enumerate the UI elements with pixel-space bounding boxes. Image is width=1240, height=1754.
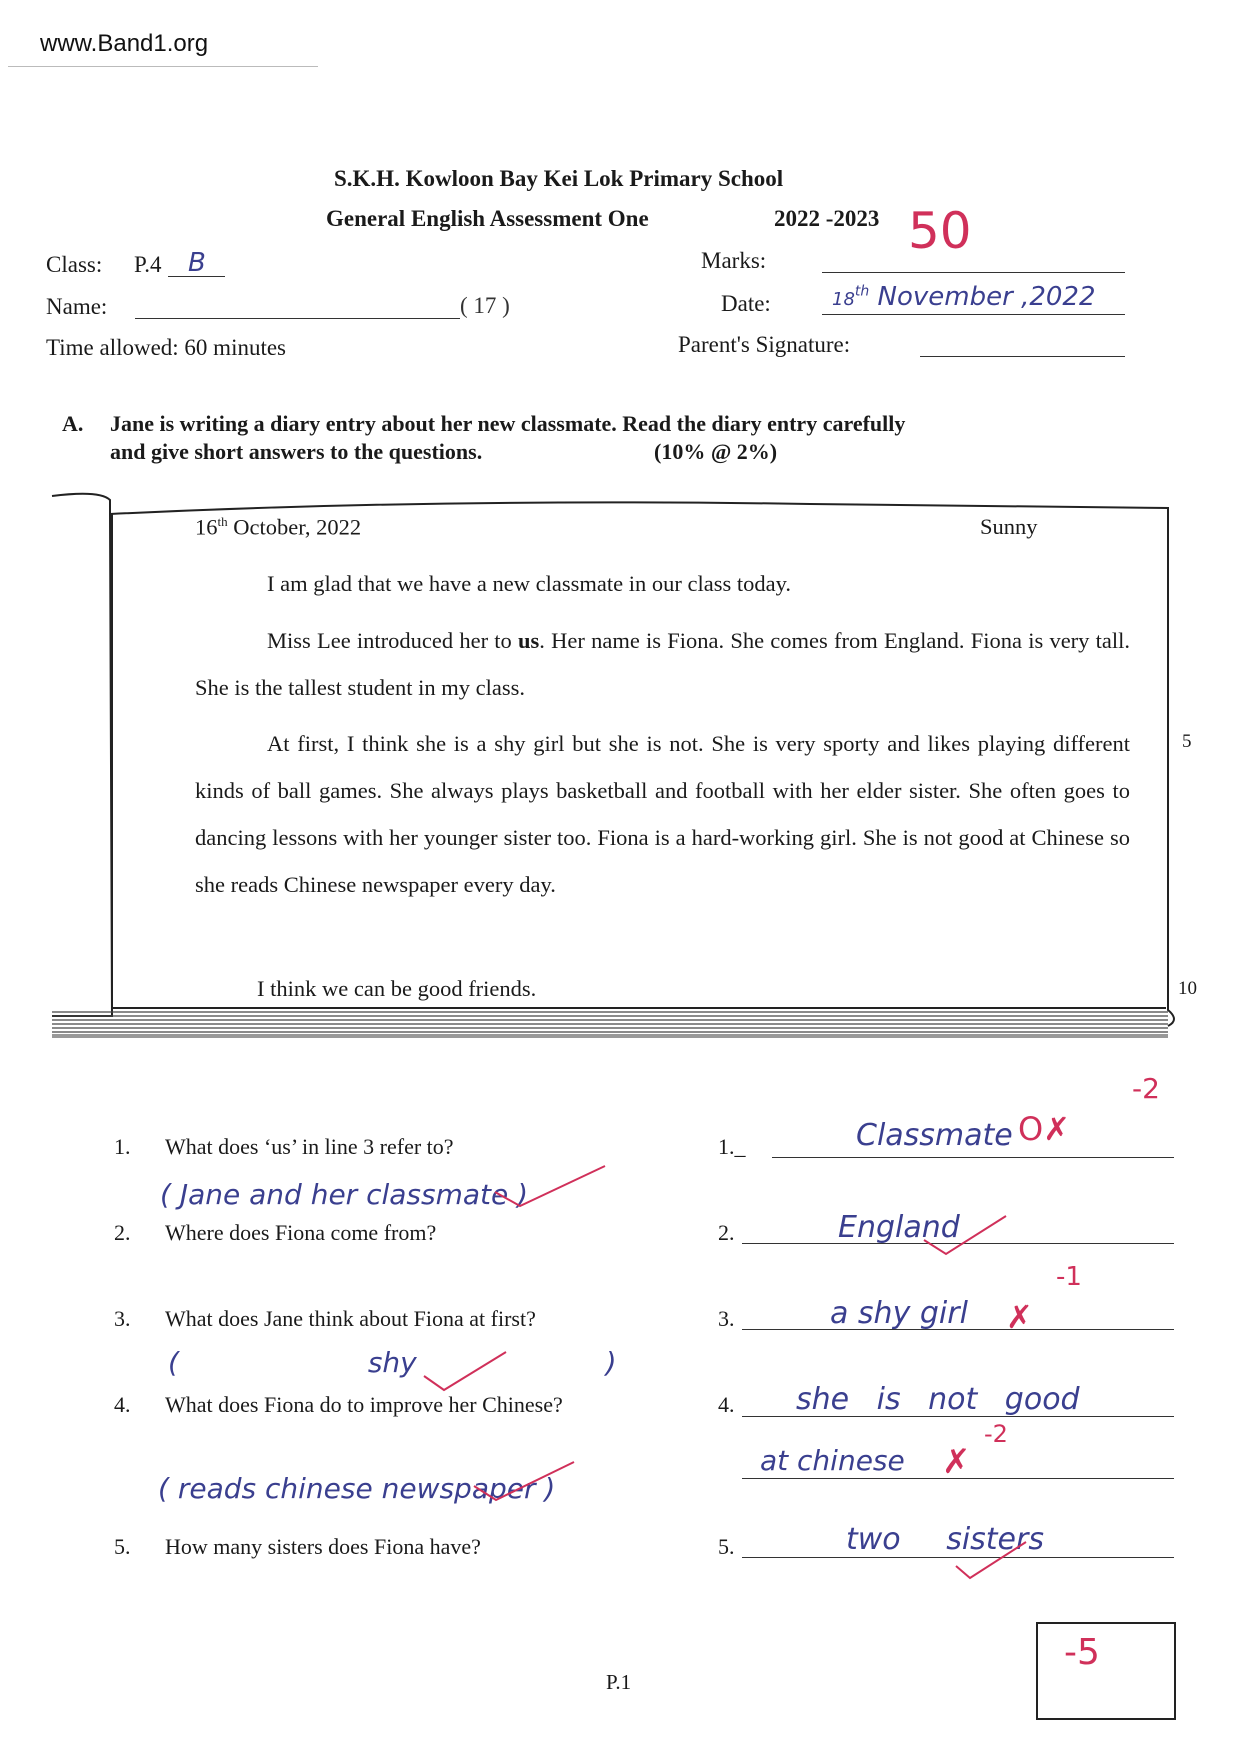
diary-date-suffix: th <box>217 514 228 529</box>
deduction-top: -2 <box>1132 1072 1160 1105</box>
marks-score: 50 <box>908 202 972 260</box>
correction-1: ( Jane and her classmate ) <box>160 1178 529 1211</box>
deduction-q3: -1 <box>1056 1262 1082 1292</box>
diary-date-day: 16 <box>195 514 218 540</box>
name-line[interactable] <box>135 318 460 319</box>
p2-after: . Her name is Fiona. She comes from England. Fiona is very tall. She is the tallest student in my class. <box>195 628 1131 700</box>
diary-date <box>195 514 361 541</box>
correction-3: ( shy ) <box>168 1346 617 1379</box>
time-allowed: Time allowed: 60 minutes <box>46 335 287 360</box>
answer-5-text[interactable]: two sisters <box>846 1522 1044 1557</box>
question-2-text: Where does Fiona come from? <box>165 1220 437 1245</box>
answer-4-number: 4. <box>718 1392 735 1417</box>
correction-4-tick <box>470 1456 580 1506</box>
line-number-10: 10 <box>1178 978 1197 999</box>
answer-1-number: 1._ <box>718 1134 746 1159</box>
diary-weather: Sunny <box>980 514 1038 539</box>
answer-3-number: 3. <box>718 1306 735 1331</box>
class-value[interactable]: B <box>188 248 206 278</box>
p2-before: Miss Lee introduced her to <box>267 628 519 653</box>
answer-3-text[interactable]: a shy girl <box>830 1296 968 1331</box>
section-instruction-1: Jane is writing a diary entry about her new classmate. Read the diary entry carefully <box>110 411 906 436</box>
assessment-year: 2022 -2023 <box>774 206 880 231</box>
marks-line <box>822 272 1125 273</box>
date-line <box>822 314 1125 315</box>
diary-paragraph-3: At first, I think she is a shy girl but she is not. She is very sporty and likes playing different kinds of ball games. She always plays basketball and football with her elder sister. She often goes to dancing lessons with her younger sister too. Fiona is a hard-working girl. She is not good at Chinese so she reads Chinese newspaper every day. <box>195 731 1130 897</box>
answer-4-mark: ✗ <box>942 1442 971 1482</box>
score-box-value: -5 <box>1064 1632 1100 1673</box>
page-number: P.1 <box>606 1670 632 1694</box>
answer-1-line[interactable] <box>772 1157 1174 1158</box>
answer-5-tick <box>952 1536 1032 1586</box>
diary-paragraph-2 <box>195 617 1130 711</box>
answer-1-mark: O✗ <box>1018 1110 1070 1148</box>
watermark-rule <box>8 66 318 67</box>
diary-paragraph-1: I am glad that we have a new classmate in our class today. <box>267 571 791 596</box>
answer-2-text[interactable]: England <box>838 1210 960 1245</box>
answer-2-tick <box>920 1210 1010 1260</box>
class-label: Class: <box>46 252 103 277</box>
p2-bold-us: us <box>518 628 540 653</box>
answer-1-text[interactable]: Classmate <box>856 1118 1013 1153</box>
question-1-text: What does ‘us’ in line 3 refer to? <box>165 1134 454 1159</box>
answer-4-text-1[interactable]: she is not good <box>796 1382 1080 1417</box>
question-5-text: How many sisters does Fiona have? <box>165 1534 481 1559</box>
correction-3-tick <box>420 1346 510 1396</box>
question-4-number: 4. <box>114 1392 131 1417</box>
line-number-5: 5 <box>1182 731 1192 752</box>
score-box <box>1036 1622 1176 1720</box>
answer-2-number: 2. <box>718 1220 735 1245</box>
signature-line[interactable] <box>920 356 1125 357</box>
question-2-number: 2. <box>114 1220 131 1245</box>
class-prefix: P.4 <box>134 252 162 277</box>
diary-paragraph-4: I think we can be good friends. <box>257 976 537 1001</box>
question-4-text: What does Fiona do to improve her Chinese? <box>165 1392 563 1417</box>
date-label: Date: <box>721 291 771 316</box>
marks-label: Marks: <box>701 248 767 273</box>
date-day: 18 <box>832 289 855 310</box>
deduction-q4: -2 <box>984 1420 1008 1448</box>
question-5-number: 5. <box>114 1534 131 1559</box>
answer-4-text-2[interactable]: at chinese <box>760 1444 905 1477</box>
correction-4: ( reads chinese newspaper ) <box>158 1472 556 1505</box>
date-value[interactable] <box>832 282 1096 312</box>
diary-date-rest: October, 2022 <box>227 514 362 540</box>
question-1-number: 1. <box>114 1134 131 1159</box>
section-letter: A. <box>62 411 84 436</box>
date-suffix: th <box>854 283 870 300</box>
signature-label: Parent's Signature: <box>678 332 851 357</box>
answer-3-mark: ✗ <box>1006 1298 1033 1336</box>
watermark-text: www.Band1.org <box>40 30 209 57</box>
date-rest: November ,2022 <box>877 282 1096 312</box>
class-number: ( 17 ) <box>460 293 510 318</box>
section-instruction-2: and give short answers to the questions. <box>110 439 483 464</box>
assessment-title: General English Assessment One <box>326 206 649 231</box>
question-3-text: What does Jane think about Fiona at first? <box>165 1306 536 1331</box>
question-3-number: 3. <box>114 1306 131 1331</box>
school-title: S.K.H. Kowloon Bay Kei Lok Primary School <box>334 166 784 191</box>
name-label: Name: <box>46 294 108 319</box>
correction-1-tick <box>490 1162 610 1212</box>
section-weight: (10% @ 2%) <box>654 439 778 464</box>
answer-5-number: 5. <box>718 1534 735 1559</box>
